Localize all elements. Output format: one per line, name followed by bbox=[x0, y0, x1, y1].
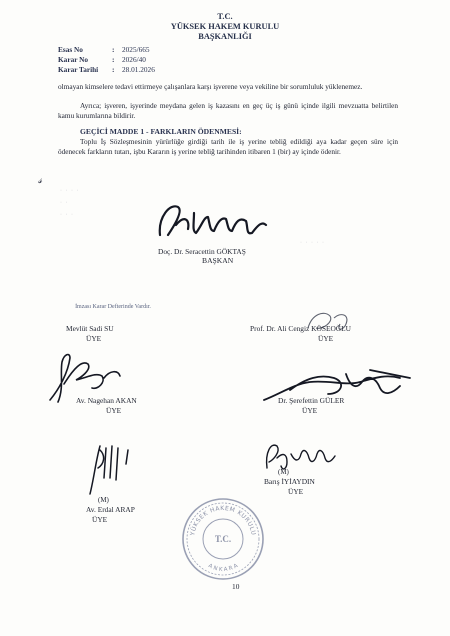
bleed-through-text: · · · · bbox=[60, 188, 80, 194]
member-4-name: Dr. Şerefettin GÜLER bbox=[278, 396, 345, 405]
page-number: 10 bbox=[232, 582, 240, 591]
seal-ring-bottom: A N K A R A bbox=[207, 563, 239, 574]
member-4-role: ÜYE bbox=[302, 406, 318, 415]
bleed-through-text: · · · · · bbox=[300, 240, 325, 246]
member-2-name: Prof. Dr. Ali Cengiz KÖSEOĞLU bbox=[250, 324, 351, 333]
svg-text:A N K A R A bbox=[207, 563, 239, 573]
section-title: GEÇİCİ MADDE 1 - FARKLARIN ÖDENMESİ: bbox=[80, 127, 242, 136]
paragraph-payment: Toplu İş Sözleşmesinin yürürlüğe girdiği tarih ile iş yerine tebliğ edildiği aya kadar geçen süre için ödenecek farkların tutarı, işbu Kararın iş yerine tebliğ tarihinden itibaren 1 (bir) ay içinde ödenir. bbox=[58, 137, 398, 156]
member-2-signature bbox=[250, 300, 360, 340]
member-6-name: Barış İYİAYDIN bbox=[264, 477, 315, 486]
svg-text:YÜKSEK HAKEM KURULU bbox=[189, 505, 257, 537]
member-6-signature bbox=[255, 432, 345, 482]
official-seal bbox=[180, 496, 266, 582]
member-5-signature bbox=[70, 438, 150, 498]
meta-tarih-value: 28.01.2026 bbox=[122, 65, 155, 74]
signature-note-stamp: İmzası Karar Defterinde Vardır. bbox=[75, 304, 151, 310]
paragraph-liability: olmayan kimselere tedavi ettirmeye çalışanlara karşı işverene veya vekiline bir sorumluluk yüklenemez. bbox=[58, 82, 363, 91]
header-institution: YÜKSEK HAKEM KURULU bbox=[170, 22, 280, 31]
meta-esas bbox=[58, 45, 150, 54]
meta-colon: : bbox=[112, 45, 115, 54]
meta-karar-value: 2026/40 bbox=[122, 55, 146, 64]
header-presidency: BAŞKANLIĞI bbox=[198, 32, 252, 41]
seal-center: T.C. bbox=[214, 534, 232, 544]
member-2-role: ÜYE bbox=[318, 334, 334, 343]
seal-ring-top: YÜKSEK HAKEM KURULU bbox=[189, 504, 257, 537]
meta-karar bbox=[58, 55, 146, 64]
president-role: BAŞKAN bbox=[202, 256, 234, 265]
member-1-role: ÜYE bbox=[86, 334, 102, 343]
member-5-role: ÜYE bbox=[92, 515, 108, 524]
meta-colon: : bbox=[112, 65, 115, 74]
member-3-role: ÜYE bbox=[106, 406, 122, 415]
president-name: Doç. Dr. Seracettin GÖKTAŞ bbox=[158, 247, 246, 256]
paragraph-accident-report: Ayrıca; işveren, işyerinde meydana gelen iş kazasını en geç üç iş günü içinde ilgili mevzuatta belirtilen kamu kurumlarına bildirir. bbox=[58, 101, 398, 120]
member-3-name: Av. Nagehan AKAN bbox=[76, 396, 137, 405]
meta-esas-value: 2025/665 bbox=[122, 45, 150, 54]
meta-karar-label: Karar No bbox=[58, 55, 89, 64]
president-signature bbox=[150, 195, 280, 245]
header-tc: T.C. bbox=[217, 12, 233, 21]
member-6-tag: (M) bbox=[278, 468, 289, 476]
meta-tarih bbox=[58, 65, 155, 74]
meta-colon: : bbox=[112, 55, 115, 64]
member-5-name: Av. Erdal ARAP bbox=[86, 505, 135, 514]
bleed-through-text: · · · bbox=[60, 212, 74, 218]
meta-esas-label: Esas No bbox=[58, 45, 83, 54]
member-1-name: Mevlüt Sadi SU bbox=[66, 324, 114, 333]
member-6-role: ÜYE bbox=[288, 487, 304, 496]
meta-tarih-label: Karar Tarihi bbox=[58, 65, 99, 74]
bleed-through-text: · · bbox=[60, 200, 69, 206]
member-5-tag: (M) bbox=[98, 496, 109, 504]
margin-mark: 𝓈 bbox=[38, 174, 43, 186]
